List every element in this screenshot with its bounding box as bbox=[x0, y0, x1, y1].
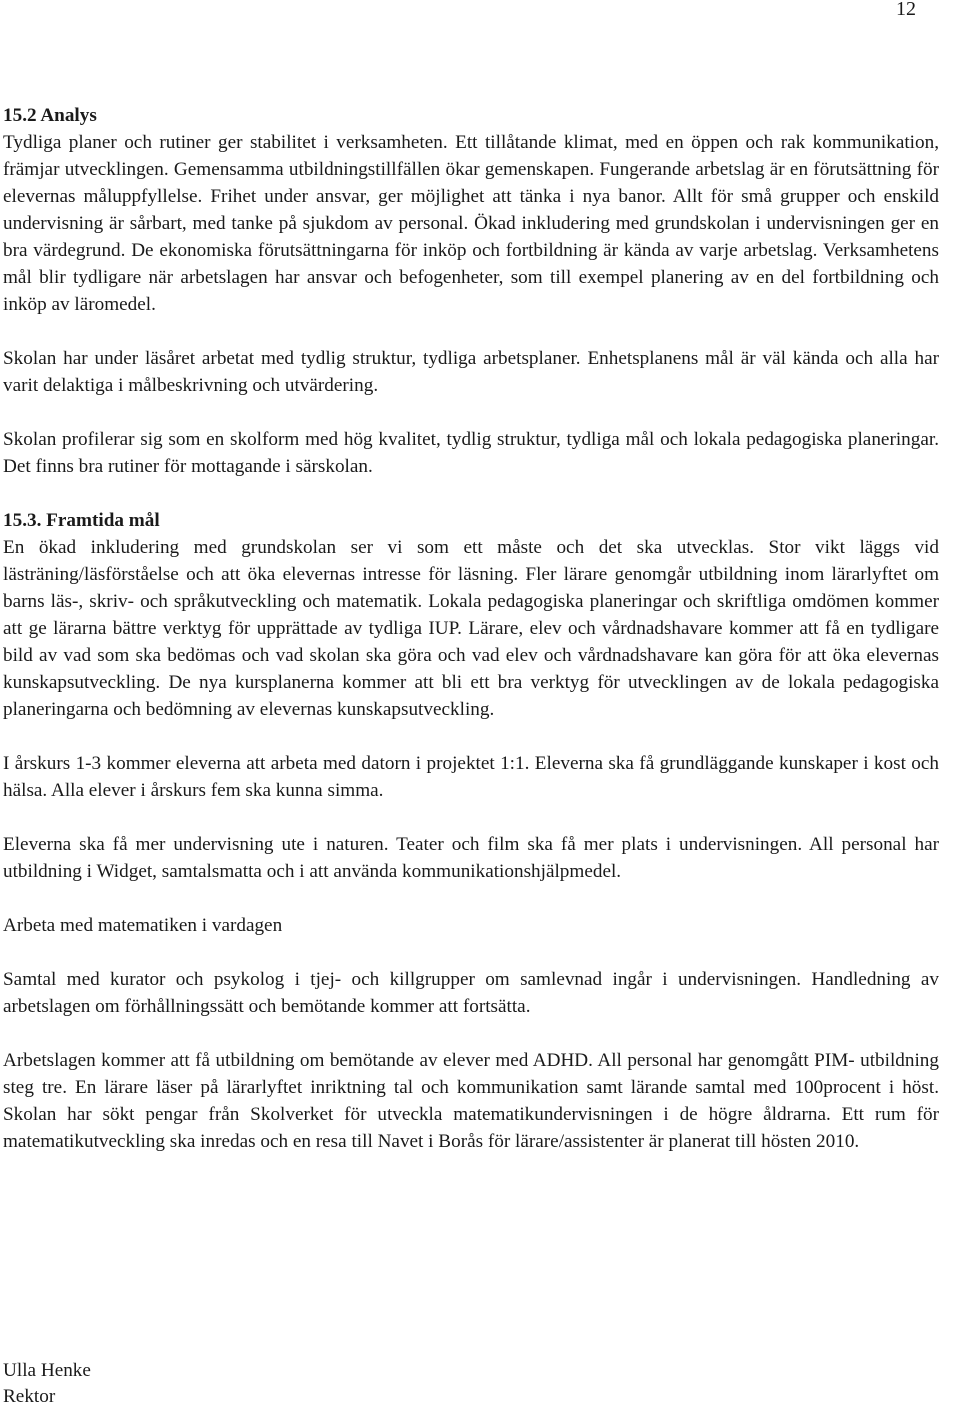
section-heading-framtida-mal: 15.3. Framtida mål bbox=[3, 510, 160, 531]
subheading: Arbeta med matematiken i vardagen bbox=[3, 915, 283, 936]
section-framtida-mal bbox=[3, 507, 939, 1155]
document-body bbox=[3, 102, 939, 1155]
paragraph: En ökad inkludering med grundskolan ser vi som ett måste och det ska utvecklas. Stor vikt läggs vid lästräning/läsförståelse och att öka elevernas intresse för läsning. Fler lärare genomgår utbildning inom lärarlyftet om barns läs-, skriv- och språkutveckling och matematik. Lokala pedagogiska planeringar och skriftliga omdömen kommer att ge lärarna bättre verktyg för upprättade av tydliga IUP. Lärare, elev och vårdnadshavare kommer att få en tydligare bild av vad som ska bedömas och vad skolan ska göra och vad elev och vårdnadshavare kan göra för att öka elevernas kunskapsutveckling. De nya kursplanerna kommer att bli ett bra verktyg för utvecklingen av de lokala pedagogiska planeringarna och bedömning av elevernas kunskapsutveckling. bbox=[3, 537, 939, 720]
signature bbox=[3, 1358, 91, 1410]
section-analys bbox=[3, 102, 939, 480]
paragraph: Samtal med kurator och psykolog i tjej- och killgrupper om samlevnad ingår i undervisningen. Handledning av arbetslagen om förhållningssätt och bemötande kommer att fortsätta. bbox=[3, 969, 939, 1017]
paragraph: Skolan har under läsåret arbetat med tydlig struktur, tydliga arbetsplaner. Enhetsplanens mål är väl kända och alla har varit delaktiga i målbeskrivning och utvärdering. bbox=[3, 348, 939, 396]
signature-name: Ulla Henke bbox=[3, 1360, 91, 1381]
paragraph: Tydliga planer och rutiner ger stabilitet i verksamheten. Ett tillåtande klimat, med en öppen och rak kommunikation, främjar utvecklingen. Gemensamma utbildningstillfällen ökar gemenskapen. Fungerande arbetslag är en förutsättning för elevernas måluppfyllelse. Frihet under ansvar, ger möjlighet att tänka i nya banor. Allt för små grupper och enskild undervisning är sårbart, med tanke på sjukdom av personal. Ökad inkludering med grundskolan i undervisningen ger en bra värdegrund. De ekonomiska förutsättningarna för inköp och fortbildning är kända av varje arbetslag. Verksamhetens mål blir tydligare när arbetslagen har ansvar och befogenheter, som till exempel planering av en del fortbildning och inköp av läromedel. bbox=[3, 132, 939, 315]
paragraph: I årskurs 1-3 kommer eleverna att arbeta med datorn i projektet 1:1. Eleverna ska få grundläggande kunskaper i kost och hälsa. Alla elever i årskurs fem ska kunna simma. bbox=[3, 753, 939, 801]
section-heading-analys: 15.2 Analys bbox=[3, 105, 97, 126]
paragraph: Arbetslagen kommer att få utbildning om bemötande av elever med ADHD. All personal har genomgått PIM- utbildning steg tre. En lärare läser på lärarlyftet inriktning tal och kommunikation samt lärande samtal med 100procent i höst. Skolan har sökt pengar från Skolverket för utveckla matematikundervisningen i de högre åldrarna. Ett rum för matematikutveckling ska inredas och en resa till Navet i Borås för lärare/assistenter är planerat till hösten 2010. bbox=[3, 1050, 939, 1152]
signature-title: Rektor bbox=[3, 1386, 56, 1407]
page-number: 12 bbox=[896, 0, 916, 20]
paragraph: Eleverna ska få mer undervisning ute i naturen. Teater och film ska få mer plats i undervisningen. All personal har utbildning i Widget, samtalsmatta och i att använda kommunikationshjälpmedel. bbox=[3, 834, 939, 882]
paragraph: Skolan profilerar sig som en skolform med hög kvalitet, tydlig struktur, tydliga mål och lokala pedagogiska planeringar. Det finns bra rutiner för mottagande i särskolan. bbox=[3, 429, 939, 477]
